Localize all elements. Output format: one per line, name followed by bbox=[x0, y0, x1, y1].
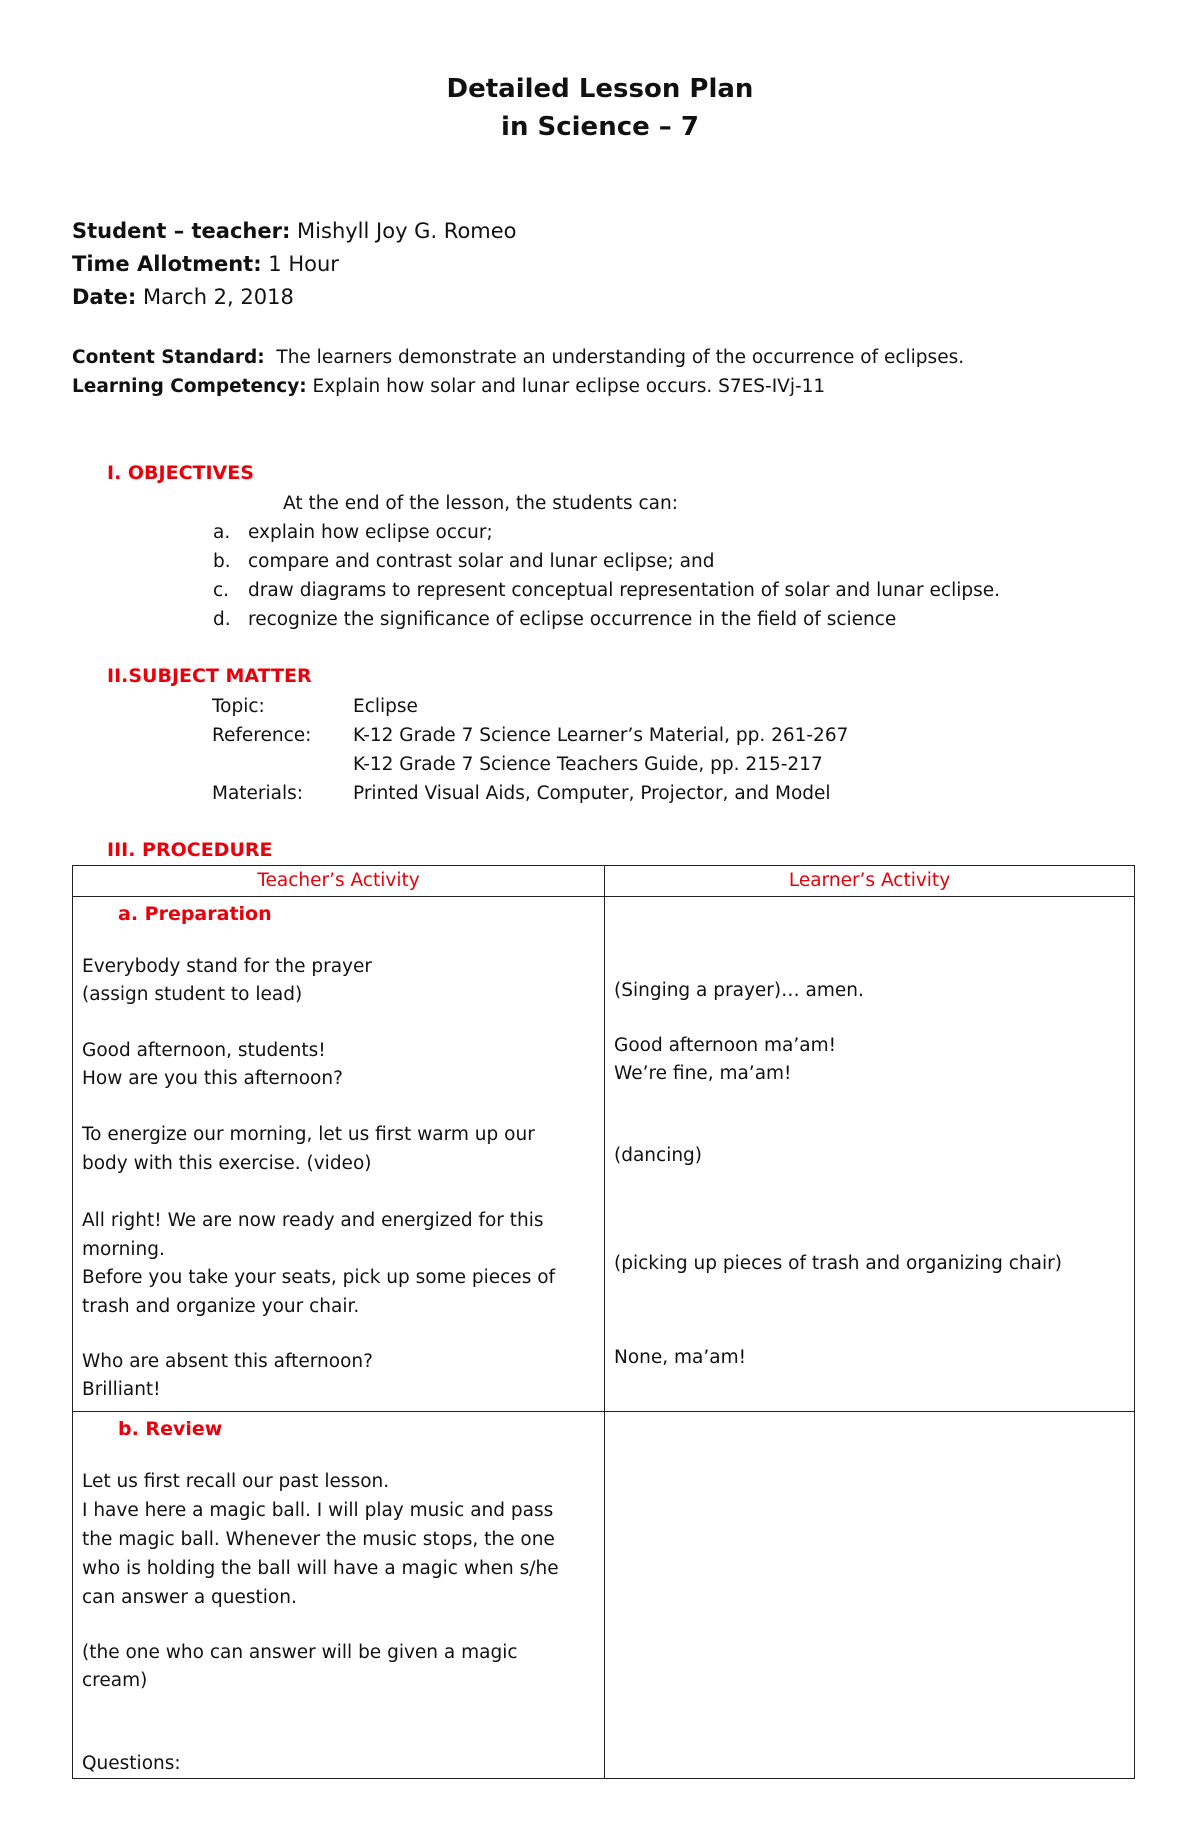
table-header-row bbox=[73, 866, 1135, 897]
procedure-heading: III. PROCEDURE bbox=[107, 839, 273, 861]
teacher-line: How are you this afternoon? bbox=[82, 1068, 343, 1089]
teacher-line: Good afternoon, students! bbox=[82, 1040, 326, 1061]
time-allotment-line: Time Allotment: 1 Hour bbox=[72, 252, 339, 276]
materials-label: Materials: bbox=[212, 783, 304, 804]
objective-item: recognize the significance of eclipse occurrence in the field of science bbox=[248, 609, 897, 630]
reference-label: Reference: bbox=[212, 725, 312, 746]
reference-value: K-12 Grade 7 Science Learner’s Material, pp. 261-267 bbox=[353, 725, 849, 746]
teacher-line: who is holding the ball will have a magic when s/he bbox=[82, 1558, 559, 1579]
time-allotment-value: 1 Hour bbox=[268, 252, 339, 276]
teacher-line: trash and organize your chair. bbox=[82, 1296, 360, 1317]
learner-line: We’re fine, ma’am! bbox=[614, 1063, 792, 1084]
teacher-activity-header: Teacher’s Activity bbox=[73, 866, 605, 897]
teacher-line: I have here a magic ball. I will play music and pass bbox=[82, 1500, 554, 1521]
teacher-line: To energize our morning, let us first warm up our bbox=[82, 1124, 535, 1145]
table-row bbox=[73, 897, 1135, 1412]
objective-marker: a. bbox=[213, 522, 231, 543]
teacher-line: morning. bbox=[82, 1239, 165, 1260]
teacher-line: (the one who can answer will be given a magic bbox=[82, 1642, 518, 1663]
objective-item: compare and contrast solar and lunar eclipse; and bbox=[248, 551, 715, 572]
teacher-line: (assign student to lead) bbox=[82, 984, 303, 1005]
table-row bbox=[73, 1412, 1135, 1779]
topic-label: Topic: bbox=[212, 696, 265, 717]
teacher-line: body with this exercise. (video) bbox=[82, 1153, 372, 1174]
objectives-heading: I. OBJECTIVES bbox=[107, 462, 254, 484]
learning-competency-line: Learning Competency: Explain how solar and lunar eclipse occurs. S7ES-IVj-11 bbox=[72, 376, 826, 397]
page-subtitle: in Science – 7 bbox=[501, 112, 699, 142]
page-title: Detailed Lesson Plan bbox=[446, 74, 754, 104]
teacher-line: Let us first recall our past lesson. bbox=[82, 1471, 390, 1492]
teacher-line: Questions: bbox=[82, 1753, 181, 1774]
teacher-line: Before you take your seats, pick up some pieces of bbox=[82, 1267, 556, 1288]
student-teacher-label: Student – teacher bbox=[72, 219, 282, 243]
teacher-line: can answer a question. bbox=[82, 1587, 297, 1608]
date-line: Date: March 2, 2018 bbox=[72, 285, 294, 309]
learner-line: Good afternoon ma’am! bbox=[614, 1035, 837, 1056]
learner-line: None, ma’am! bbox=[614, 1347, 747, 1368]
learning-competency-value: Explain how solar and lunar eclipse occurs. S7ES-IVj-11 bbox=[312, 376, 826, 397]
objectives-intro: At the end of the lesson, the students can: bbox=[283, 493, 678, 514]
procedure-table bbox=[72, 865, 1135, 1779]
content-standard-line: Content Standard: The learners demonstrate an understanding of the occurrence of eclipses. bbox=[72, 347, 965, 368]
reference-value: K-12 Grade 7 Science Teachers Guide, pp. 215-217 bbox=[353, 754, 823, 775]
student-teacher-value: Mishyll Joy G. Romeo bbox=[297, 219, 517, 243]
review-learner-cell bbox=[605, 1412, 1135, 1779]
teacher-line: Who are absent this afternoon? bbox=[82, 1351, 373, 1372]
learning-competency-label: Learning Competency bbox=[72, 376, 300, 397]
teacher-line: Brilliant! bbox=[82, 1379, 161, 1400]
objective-item: explain how eclipse occur; bbox=[248, 522, 493, 543]
objective-marker: b. bbox=[213, 551, 231, 572]
learner-activity-header: Learner’s Activity bbox=[605, 866, 1135, 897]
date-value: March 2, 2018 bbox=[142, 285, 294, 309]
content-standard-value: The learners demonstrate an understanding of the occurrence of eclipses. bbox=[276, 347, 965, 368]
objective-item: draw diagrams to represent conceptual representation of solar and lunar eclipse. bbox=[248, 580, 1000, 601]
preparation-teacher-cell bbox=[73, 897, 605, 1412]
learner-line: (Singing a prayer)… amen. bbox=[614, 980, 864, 1001]
subject-matter-heading: II.SUBJECT MATTER bbox=[107, 665, 312, 687]
teacher-line: cream) bbox=[82, 1670, 148, 1691]
preparation-learner-cell bbox=[605, 897, 1135, 1412]
date-label: Date bbox=[72, 285, 128, 309]
objective-marker: c. bbox=[213, 580, 230, 601]
time-allotment-label: Time Allotment bbox=[72, 252, 254, 276]
review-heading: b. Review bbox=[118, 1418, 223, 1440]
learner-line: (picking up pieces of trash and organizing chair) bbox=[614, 1253, 1062, 1274]
review-teacher-cell bbox=[73, 1412, 605, 1779]
teacher-line: the magic ball. Whenever the music stops, the one bbox=[82, 1529, 555, 1550]
learner-line: (dancing) bbox=[614, 1145, 703, 1166]
student-teacher-line: Student – teacher: Mishyll Joy G. Romeo bbox=[72, 219, 517, 243]
objective-marker: d. bbox=[213, 609, 231, 630]
teacher-line: Everybody stand for the prayer bbox=[82, 956, 372, 977]
content-standard-label: Content Standard bbox=[72, 347, 258, 368]
teacher-line: All right! We are now ready and energized for this bbox=[82, 1210, 544, 1231]
topic-value: Eclipse bbox=[353, 696, 418, 717]
materials-value: Printed Visual Aids, Computer, Projector, and Model bbox=[353, 783, 831, 804]
preparation-heading: a. Preparation bbox=[118, 903, 272, 925]
